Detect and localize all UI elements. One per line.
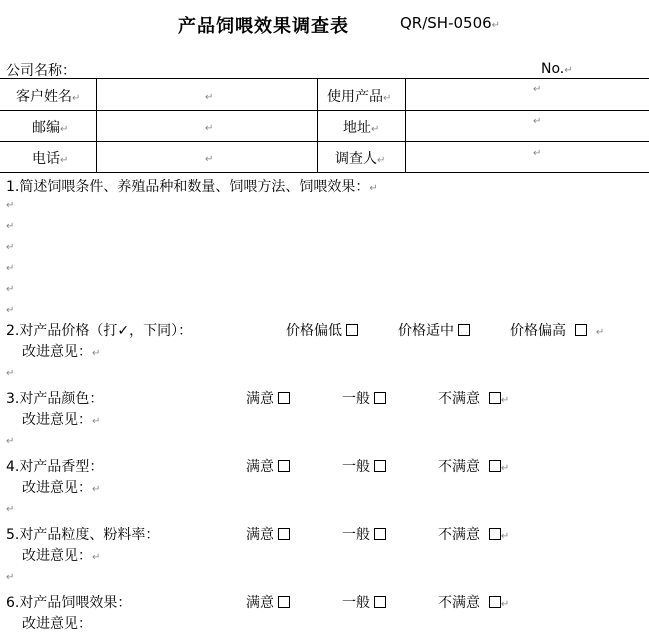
- question-6: 6.对产品饲喂效果：: [6, 595, 132, 611]
- checkbox[interactable]: [374, 460, 386, 472]
- option-average[interactable]: 一般: [342, 388, 386, 408]
- company-name-label: 公司名称：: [6, 63, 76, 79]
- option-unsatisfied[interactable]: 不满意 ↵: [438, 391, 510, 407]
- question-1: 1.简述饲喂条件、养殖品种和数量、饲喂方法、饲喂效果：↵: [6, 179, 378, 195]
- option-satisfied[interactable]: 满意: [246, 456, 290, 476]
- document-title: 产品饲喂效果调查表: [178, 16, 349, 37]
- improvement-label-6: 改进意见：: [22, 616, 92, 632]
- product-used-label: 使用产品↵: [327, 89, 392, 105]
- option-unsatisfied[interactable]: 不满意 ↵: [438, 595, 510, 611]
- option-satisfied[interactable]: 满意: [246, 592, 290, 612]
- option-satisfied[interactable]: 满意: [246, 388, 290, 408]
- checkbox[interactable]: [374, 528, 386, 540]
- checkbox[interactable]: [489, 460, 501, 472]
- question-5: 5.对产品粒度、粉料率：: [6, 527, 160, 543]
- checkbox[interactable]: [278, 392, 290, 404]
- option-average[interactable]: 一般: [342, 524, 386, 544]
- option-unsatisfied[interactable]: 不满意 ↵: [438, 527, 510, 543]
- option-average[interactable]: 一般: [342, 592, 386, 612]
- checkbox[interactable]: [489, 528, 501, 540]
- improvement-label-3: 改进意见：↵: [22, 412, 101, 428]
- checkbox[interactable]: [489, 392, 501, 404]
- option-average[interactable]: 一般: [342, 456, 386, 476]
- checkbox[interactable]: [575, 324, 587, 336]
- checkbox[interactable]: [489, 596, 501, 608]
- investigator-label: 调查人↵: [335, 151, 386, 167]
- option-price-fair[interactable]: 价格适中: [398, 320, 470, 340]
- checkbox[interactable]: [278, 596, 290, 608]
- option-satisfied[interactable]: 满意: [246, 524, 290, 544]
- checkbox[interactable]: [374, 596, 386, 608]
- serial-number-label: No.↵: [541, 61, 573, 77]
- option-price-low[interactable]: 价格偏低: [286, 320, 358, 340]
- postcode-label: 邮编↵: [32, 120, 69, 136]
- document-code: QR/SH-0506↵: [400, 14, 501, 32]
- customer-name-label: 客户姓名↵: [16, 89, 81, 105]
- improvement-label-4: 改进意见：↵: [22, 480, 101, 496]
- checkbox[interactable]: [278, 528, 290, 540]
- option-unsatisfied[interactable]: 不满意 ↵: [438, 459, 510, 475]
- improvement-label-2: 改进意见：↵: [22, 344, 101, 360]
- question-2: 2.对产品价格（打✓，下同）：: [6, 323, 193, 339]
- address-label: 地址↵: [343, 120, 380, 136]
- checkbox[interactable]: [278, 460, 290, 472]
- improvement-label-5: 改进意见：↵: [22, 548, 101, 564]
- checkbox[interactable]: [346, 324, 358, 336]
- phone-label: 电话↵: [32, 151, 69, 167]
- checkbox[interactable]: [374, 392, 386, 404]
- question-3: 3.对产品颜色：: [6, 391, 104, 407]
- option-price-high[interactable]: 价格偏高 ↵: [510, 323, 605, 339]
- question-4: 4.对产品香型：: [6, 459, 104, 475]
- checkbox[interactable]: [458, 324, 470, 336]
